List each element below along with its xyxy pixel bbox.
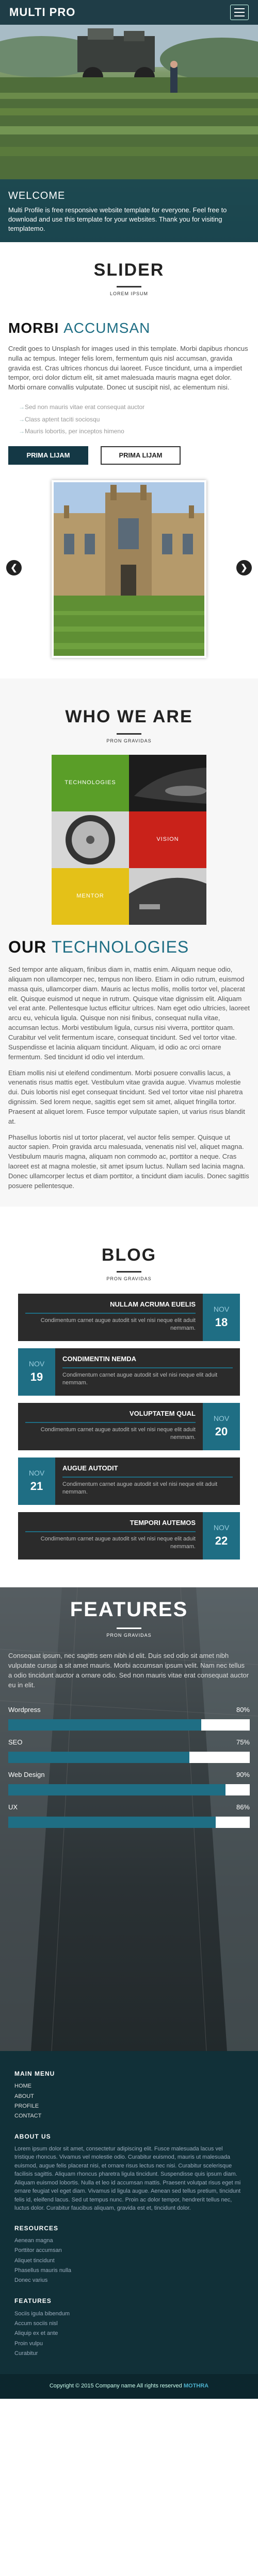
footer-about-title: ABOUT US bbox=[14, 2133, 51, 2141]
post-text: Condimentum carnet augue autodit sit vel nisi neque elit aduit nemmam. bbox=[40, 1535, 196, 1550]
skill-percent: 86% bbox=[236, 1803, 250, 1811]
morbi-title: MORBI ACCUMSAN bbox=[8, 320, 151, 336]
list-item: → Class aptent taciti sociosqu bbox=[19, 415, 250, 424]
skill-progress-fill bbox=[8, 1752, 189, 1763]
copyright-text: Copyright © 2015 Company name All rights reserved bbox=[49, 2383, 182, 2389]
blog-post[interactable] bbox=[18, 1348, 240, 1396]
navbar bbox=[0, 0, 258, 25]
list-item: → Mauris lobortis, per inceptos himeno bbox=[19, 427, 250, 436]
divider bbox=[117, 1628, 141, 1629]
morbi-paragraph: Credit goes to Unsplash for images used in this template. Morbi dapibus rhoncus nulla ac tempus. Integer felis lorem, fermentum quis nisl accumsan, gravida gravida est. Cras ultrices rhoncus dui laoreet. Fusce tincidunt, urna a imperdiet tempor, orci dolor dictum elit, sit amet malesuada mauris magna eget dolor. Morbi ornare convallis vulputate. Donec ut suscipit nisl, ac elementum nisi. bbox=[8, 344, 248, 392]
skill-progress-bar bbox=[8, 1817, 250, 1828]
technologies-paragraph-1: Sed tempor ante aliquam, finibus diam in, mattis enim. Aliquam neque odio, aliquam non ullamcorper nec, tempus non libero. Etiam in odio rutrum, euismod massa quis, ullamcorper diam. Mauris ac lectus mollis, mollis tortor vel, placerat elit. Quisque euismod ut neque in rutrum. Quisque vitae dignissim elit. Aliquam vel erat ante. Pellentesque luctus efficitur ultrices. Nam eget odio ultricies, laoreet arcu eu, vehicula ligula. Quisque non nisi finibus, consequat nulla vitae, accumsan lectus. Morbi vestibulum ligula, cursus nisi viverra, porttitor quam. Curabitur vel velit fermentum iscare, consequat tincidunt. Sed vel tortor vitae. Suspendisse et lacinia aliquam tincidunt. Aliquam, id odio ac orci ornare fermentum. Sed tincidunt id odio vel interdum. bbox=[8, 965, 250, 1061]
footer-menu-title: MAIN MENU bbox=[14, 2070, 55, 2077]
skill-progress-bar bbox=[8, 1719, 250, 1731]
blog-post[interactable] bbox=[18, 1294, 240, 1341]
skill-row bbox=[8, 1738, 250, 1748]
tile-vision[interactable]: VISION bbox=[129, 811, 206, 868]
blog-section bbox=[0, 1207, 258, 1587]
blog-list bbox=[18, 1294, 240, 1560]
hamburger-icon bbox=[234, 8, 245, 9]
post-date: NOV 22 bbox=[203, 1512, 240, 1560]
who-title: WHO WE ARE bbox=[65, 707, 193, 727]
primary-button[interactable]: PRIMA LIJAM bbox=[8, 446, 88, 465]
footer bbox=[0, 2051, 258, 2374]
post-text: Condimentum carnet augue autodit sit vel nisi neque elit aduit nemmam. bbox=[62, 1371, 218, 1386]
list-item: → Sed non mauris vitae erat consequat auctor bbox=[19, 403, 250, 412]
welcome-title: WELCOME bbox=[8, 190, 66, 201]
morbi-block bbox=[0, 297, 258, 465]
skill-row bbox=[8, 1705, 250, 1715]
post-title[interactable]: TEMPORI AUTEMOS bbox=[130, 1518, 196, 1527]
divider bbox=[117, 286, 141, 287]
footer-feature-link[interactable]: Curabitur bbox=[14, 2350, 38, 2357]
who-we-are-section bbox=[0, 679, 258, 1206]
technologies-block bbox=[0, 925, 258, 1191]
morbi-list bbox=[8, 403, 250, 436]
technologies-title: OUR TECHNOLOGIES bbox=[8, 937, 189, 956]
slider-title: SLIDER bbox=[93, 260, 165, 280]
footer-link-contact[interactable]: CONTACT bbox=[14, 2113, 42, 2120]
divider bbox=[117, 1271, 141, 1273]
copyright-bar bbox=[0, 2374, 258, 2399]
skill-name: Web Design bbox=[8, 1771, 45, 1779]
post-date: NOV 19 bbox=[18, 1348, 55, 1396]
skill-progress-fill bbox=[8, 1817, 216, 1828]
footer-link-home[interactable]: HOME bbox=[14, 2083, 31, 2090]
skill-progress-bar bbox=[8, 1784, 250, 1795]
skill-percent: 75% bbox=[236, 1738, 250, 1747]
post-text: Condimentum carnet augue autodit sit vel nisi neque elit aduit nemmam. bbox=[40, 1317, 196, 1331]
skill-name: Wordpress bbox=[8, 1706, 41, 1714]
footer-link-about[interactable]: ABOUT bbox=[14, 2093, 34, 2099]
slide-image bbox=[52, 480, 206, 658]
technologies-paragraph-3: Phasellus lobortis nisl ut tortor placerat, vel auctor felis semper. Quisque ut auctor sapien. Proin gravida arcu malesuada, venenatis nisl vel, aliquet magna. Vestibulum mauris magna, aliquam non commodo ac, porttitor a neque. Cras laoreet est at magna molestie, sit amet ipsum luctus. Nullam sed lacinia magna. Donec ullamcorper lectus et diam porttitor, a tincidunt diam iaculis. Donec sagittis posuere pellentesque. bbox=[8, 1133, 249, 1190]
post-date: NOV 18 bbox=[203, 1294, 240, 1341]
copyright-link[interactable]: MOTHRA bbox=[183, 2383, 209, 2389]
blog-header bbox=[0, 1227, 258, 1282]
tile-mentor[interactable]: MENTOR bbox=[52, 868, 129, 925]
blog-post[interactable] bbox=[18, 1458, 240, 1505]
features-subtitle: PRON GRAVIDAS bbox=[106, 1632, 152, 1638]
secondary-button[interactable]: PRIMA LIJAM bbox=[101, 446, 181, 465]
post-title[interactable]: AUGUE AUTODIT bbox=[62, 1464, 118, 1472]
tile-technologies[interactable]: TECHNOLOGIES bbox=[52, 755, 129, 811]
skill-name: UX bbox=[8, 1803, 18, 1811]
features-section bbox=[0, 1587, 258, 2051]
slider-next-button[interactable]: ❯ bbox=[236, 560, 252, 575]
footer-resources-title: RESOURCES bbox=[14, 2224, 59, 2232]
skill-percent: 90% bbox=[236, 1771, 250, 1779]
features-title: FEATURES bbox=[70, 1598, 188, 1621]
blog-title: BLOG bbox=[101, 1245, 157, 1265]
image-slider bbox=[0, 480, 258, 668]
features-text: Consequat ipsum, nec sagittis sem nibh id elit. Duis sed odio sit amet nibh vulputate cursus a sit amet mauris. Morbi accumsan ipsum velit. Nam nec tellus a odio tincidunt auctor a ornare odio. Sed non mauris vitae erat consequat auctor eu in elit. bbox=[8, 1652, 249, 1689]
skill-percent: 80% bbox=[236, 1706, 250, 1714]
post-text: Condimentum carnet augue autodit sit vel nisi neque elit aduit nemmam. bbox=[62, 1481, 218, 1495]
skill-row bbox=[8, 1770, 250, 1780]
footer-feature-link[interactable]: Proin vulpu bbox=[14, 2340, 43, 2347]
footer-about-text: Lorem ipsum dolor sit amet, consectetur adipiscing elit. Fusce malesuada lacus vel tristique rhoncus. Vivamus vel molestie odio. Curabitur euismod, mauris ut malesuada euismod, augue felis placerat nisi, et ornare risus lectus nec nisi. Curabitur scelerisque facilisis sagittis. Aliquam rhoncus pharetra ligula tincidunt. Suspendisse quis ipsum diam. Aliquam euismod lobortis. Nulla et leo id accumsan mattis. Praesent volutpat risus eget mi ornare feugiat vel eget diam. Vivamus id ligula augue. Aenean sed tellus pretium, tincidunt felis id, eleifend lacus. Sed ut tempus nunc. Proin ac dolor tempor, hendrerit tellus nec, luctus dolor. Curabitur faucibus aliquam, gravida est et, tincidunt dolor. bbox=[14, 2145, 241, 2212]
welcome-text: Multi Profile is free responsive website template for everyone. Feel free to download and use this template for your websites. Thank you for visiting templatemo. bbox=[8, 206, 227, 233]
skill-progress-fill bbox=[8, 1719, 201, 1731]
slider-subtitle: LOREM IPSUM bbox=[109, 291, 148, 297]
welcome-box bbox=[0, 179, 258, 242]
post-text: Condimentum carnet augue autodit sit vel nisi neque elit aduit nemmam. bbox=[40, 1426, 196, 1440]
post-title[interactable]: CONDIMENTIN NEMDA bbox=[62, 1354, 136, 1363]
footer-resource-link[interactable]: Aenean magna bbox=[14, 2238, 53, 2244]
tile-wheel-image bbox=[52, 811, 129, 868]
footer-resource-link[interactable]: Porttitor accumsan bbox=[14, 2247, 62, 2254]
blog-subtitle: PRON GRAVIDAS bbox=[106, 1276, 152, 1281]
hero-section bbox=[0, 0, 258, 242]
footer-feature-link[interactable]: Aliquip ex et ante bbox=[14, 2330, 58, 2337]
slider-header bbox=[0, 242, 258, 297]
skill-name: SEO bbox=[8, 1738, 23, 1747]
who-subtitle: PRON GRAVIDAS bbox=[106, 738, 152, 743]
footer-resource-link[interactable]: Donec varius bbox=[14, 2277, 48, 2284]
slider-section bbox=[0, 242, 258, 679]
tile-car-front-image bbox=[129, 868, 206, 925]
skill-row bbox=[8, 1803, 250, 1812]
post-title[interactable]: NULLAM ACRUMA EUELIS bbox=[110, 1300, 196, 1308]
footer-features-title: FEATURES bbox=[14, 2297, 52, 2305]
skill-progress-bar bbox=[8, 1752, 250, 1763]
footer-feature-link[interactable]: Accum sociis nisl bbox=[14, 2320, 58, 2327]
morbi-buttons bbox=[8, 446, 250, 465]
footer-resource-link[interactable]: Phasellus mauris nulla bbox=[14, 2267, 72, 2274]
features-header bbox=[0, 1587, 258, 1639]
post-date: NOV 21 bbox=[18, 1458, 55, 1505]
tile-car-image bbox=[129, 755, 206, 811]
post-date: NOV 20 bbox=[203, 1403, 240, 1450]
divider bbox=[117, 733, 141, 735]
blog-post[interactable] bbox=[18, 1403, 240, 1450]
post-title[interactable]: VOLUPTATEM QUAL bbox=[129, 1409, 196, 1417]
who-grid bbox=[52, 755, 206, 925]
who-header bbox=[0, 679, 258, 744]
footer-feature-link[interactable]: Sociis igula bibendum bbox=[14, 2310, 70, 2317]
skills-list bbox=[0, 1690, 258, 1836]
skill-progress-fill bbox=[8, 1784, 225, 1795]
menu-toggle-button[interactable] bbox=[230, 5, 249, 20]
footer-link-profile[interactable]: PROFILE bbox=[14, 2103, 39, 2109]
technologies-paragraph-2: Etiam mollis nisi ut eleifend condimentum. Morbi posuere convallis lacus, a venenatis risus mattis eget. Vestibulum vitae gravida augue. Vivamus molestie dui. Duis lobortis nisl eget consequat tincidunt. Sed vel tortor vitae nisl pharetra dignissim. Sed lorem neque, sagittis eget sem sit amet, aliquet fringilla tortor. Praesent at aliquet lorem. Fusce tempor vulputate sapien, ut varius risus blandit at. bbox=[8, 1069, 245, 1125]
brand-logo[interactable]: MULTI PRO bbox=[9, 6, 76, 19]
footer-resource-link[interactable]: Aliquet tincidunt bbox=[14, 2257, 55, 2264]
slider-prev-button[interactable]: ❮ bbox=[6, 560, 22, 575]
blog-post[interactable] bbox=[18, 1512, 240, 1560]
